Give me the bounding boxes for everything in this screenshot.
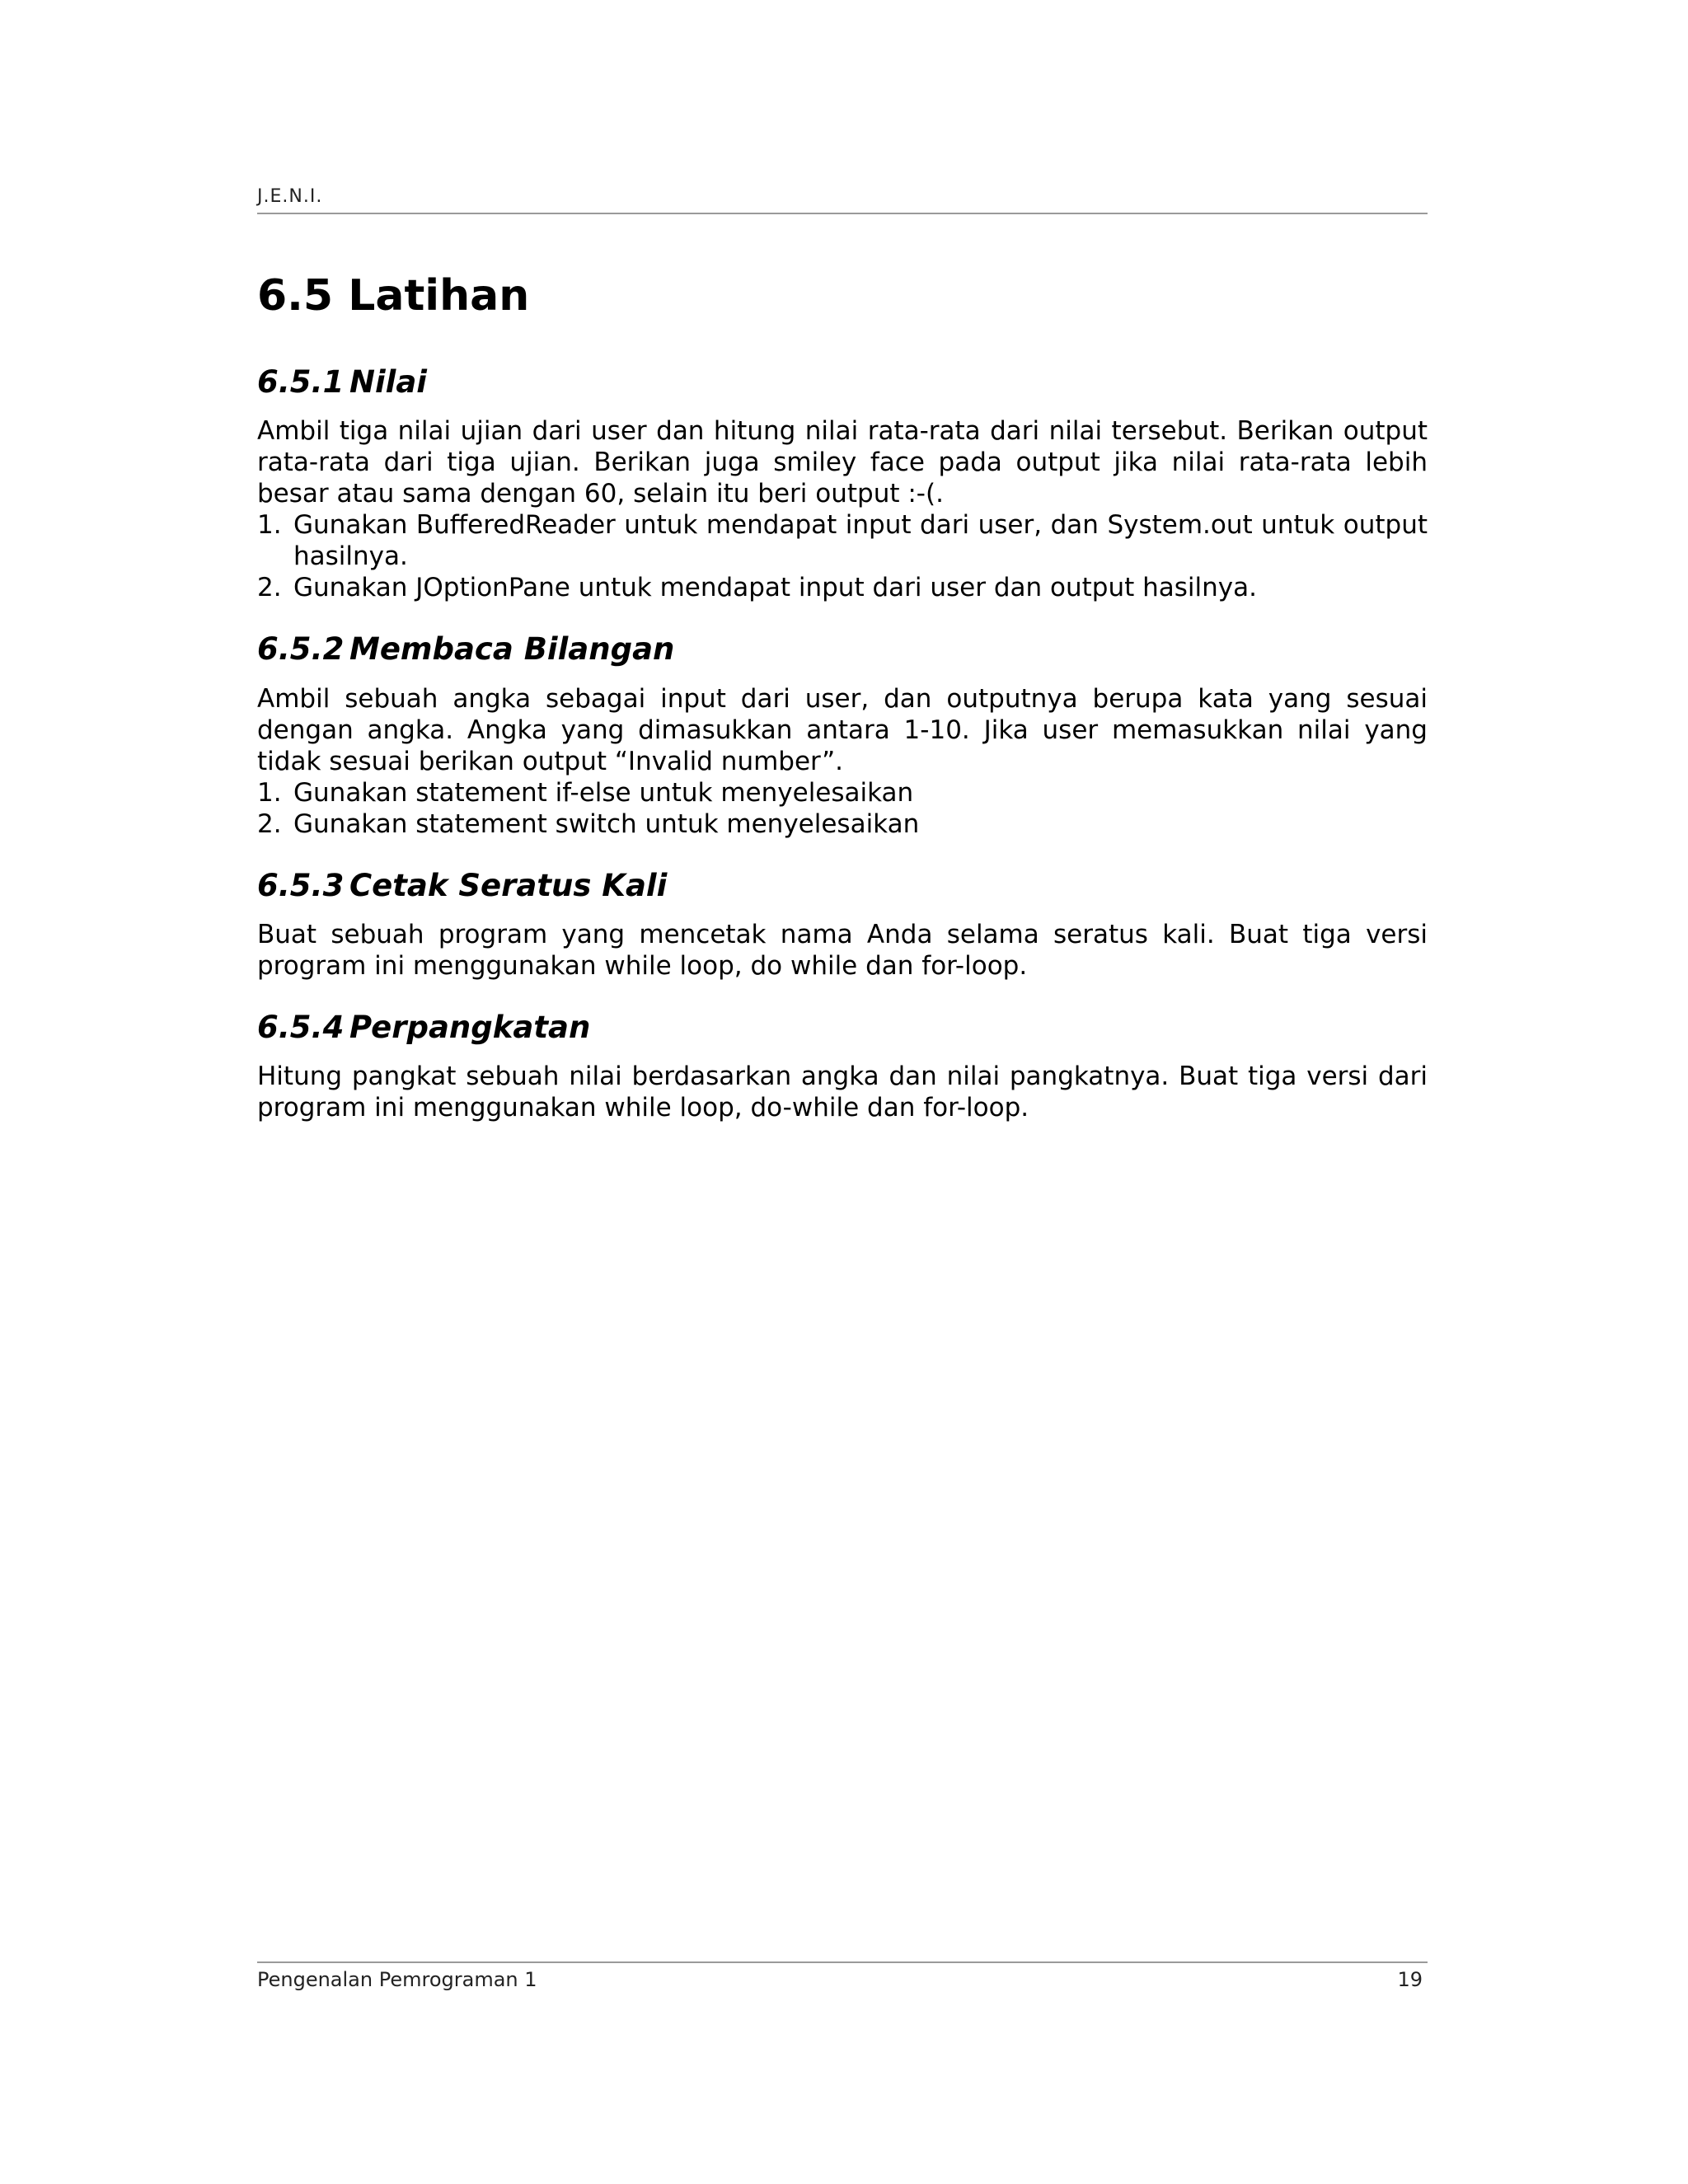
list-item-text: Gunakan statement switch untuk menyelesaikan xyxy=(293,808,920,839)
section-heading xyxy=(257,364,1428,401)
list-item-text: Gunakan BufferedReader untuk mendapat input dari user, dan System.out untuk output hasilnya. xyxy=(293,510,1428,572)
list-item-text: Gunakan JOptionPane untuk mendapat input dari user dan output hasilnya. xyxy=(293,573,1257,603)
section-number: 6.5.1 xyxy=(257,363,345,400)
list-item xyxy=(257,572,1428,603)
exercise-list xyxy=(257,509,1428,603)
list-item-number: 1. xyxy=(257,510,282,541)
section-paragraph: Ambil tiga nilai ujian dari user dan hitung nilai rata-rata dari nilai tersebut. Berikan output rata-rata dari tiga ujian. Berikan juga smiley face pada output jika nilai rata-rata lebih besar atau sama dengan 60, selain itu beri output :-(. xyxy=(257,416,1428,509)
header-divider xyxy=(257,213,1428,214)
list-item-text: Gunakan statement if-else untuk menyelesaikan xyxy=(293,777,914,808)
section-title: Perpangkatan xyxy=(349,1009,591,1045)
section-paragraph: Buat sebuah program yang mencetak nama Anda selama seratus kali. Buat tiga versi program ini menggunakan while loop, do while dan for-loop. xyxy=(257,919,1428,981)
page-content xyxy=(257,272,1428,1151)
section-membaca-bilangan xyxy=(257,631,1428,839)
section-paragraph: Ambil sebuah angka sebagai input dari user, dan outputnya berupa kata yang sesuai dengan angka. Angka yang dimasukkan antara 1-10. Jika user memasukkan nilai yang tidak sesuai berikan output “Invalid number”. xyxy=(257,683,1428,776)
section-title: Nilai xyxy=(349,363,427,400)
footer-divider xyxy=(257,1961,1428,1963)
section-nilai xyxy=(257,364,1428,603)
chapter-title: 6.5 Latihan xyxy=(257,271,530,321)
section-number: 6.5.2 xyxy=(257,631,345,668)
exercise-list xyxy=(257,777,1428,840)
footer-book-title: Pengenalan Pemrograman 1 xyxy=(257,1968,537,1991)
section-perpangkatan xyxy=(257,1010,1428,1123)
section-number: 6.5.3 xyxy=(257,867,345,903)
list-item-number: 2. xyxy=(257,808,282,839)
section-paragraph: Hitung pangkat sebuah nilai berdasarkan angka dan nilai pangkatnya. Buat tiga versi dari program ini menggunakan while loop, do-while dan for-loop. xyxy=(257,1062,1428,1123)
section-cetak-seratus-kali xyxy=(257,868,1428,982)
section-number: 6.5.4 xyxy=(257,1009,345,1045)
section-heading xyxy=(257,631,1428,668)
list-item-number: 2. xyxy=(257,573,282,603)
section-heading xyxy=(257,1010,1428,1046)
page-number: 19 xyxy=(1397,1968,1423,1991)
list-item xyxy=(257,509,1428,572)
list-item-number: 1. xyxy=(257,777,282,808)
running-header: J.E.N.I. xyxy=(257,186,323,207)
section-title: Membaca Bilangan xyxy=(349,631,675,668)
section-heading xyxy=(257,868,1428,904)
list-item xyxy=(257,777,1428,808)
list-item xyxy=(257,808,1428,840)
section-title: Cetak Seratus Kali xyxy=(349,867,668,903)
